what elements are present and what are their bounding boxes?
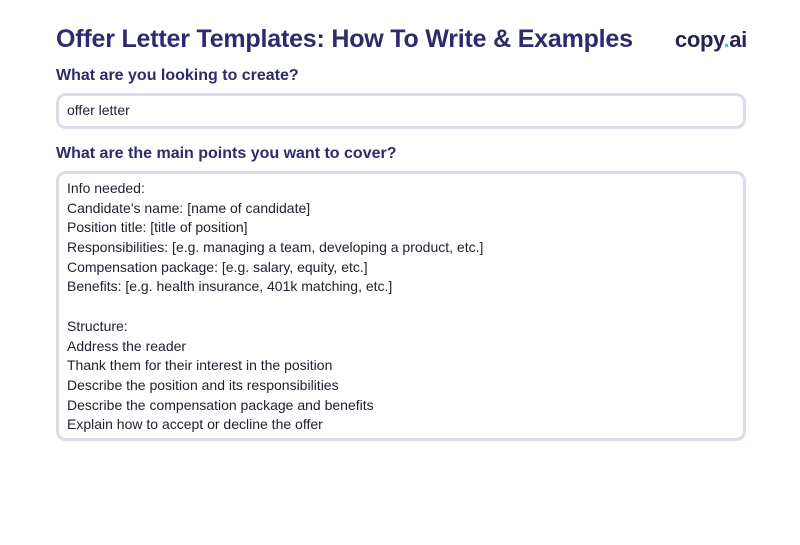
logo-dot: . [723, 27, 730, 52]
create-input[interactable] [56, 93, 746, 129]
main-points-lines [67, 179, 483, 435]
main-points-line: Explain how to accept or decline the offer [67, 416, 323, 433]
main-points-line: Position title: [title of position] [67, 219, 248, 236]
copyai-logo [675, 27, 747, 53]
main-points-line: Candidate's name: [name of candidate] [67, 199, 311, 216]
page-title: Offer Letter Templates: How To Write & Examples [56, 25, 633, 53]
logo-text-main: copy [674, 27, 724, 52]
create-input-value: offer letter [67, 102, 130, 118]
main-points-line: Structure: [67, 317, 128, 334]
main-points-line [67, 297, 483, 317]
main-points-line: Benefits: [e.g. health insurance, 401k matching, etc.] [67, 278, 393, 295]
main-points-line: Compensation package: [e.g. salary, equity, etc.] [67, 258, 368, 275]
main-points-line: Address the reader [67, 337, 187, 354]
main-points-line: Describe the compensation package and benefits [67, 396, 374, 413]
main-points-line: Responsibilities: [e.g. managing a team, developing a product, etc.] [67, 239, 484, 256]
main-points-label: What are the main points you want to cover? [56, 145, 397, 162]
main-points-line: Thank them for their interest in the position [67, 357, 333, 374]
create-label: What are you looking to create? [56, 67, 299, 84]
main-points-textarea[interactable] [56, 171, 746, 441]
main-points-line: Info needed: [67, 180, 145, 196]
logo-text-suffix: ai [729, 27, 747, 52]
main-points-line: Describe the position and its responsibilities [67, 376, 339, 393]
